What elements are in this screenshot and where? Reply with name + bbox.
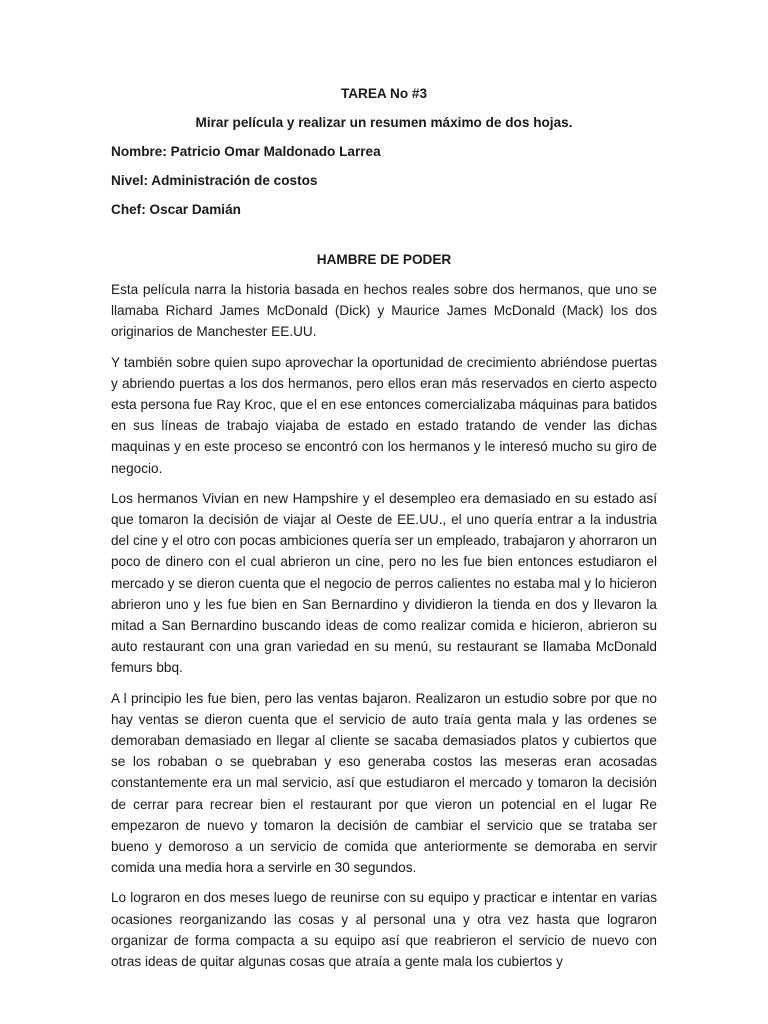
course-level: Nivel: Administración de costos bbox=[111, 173, 318, 188]
section-spacer bbox=[111, 229, 657, 250]
paragraph-3: Los hermanos Vivian en new Hampshire y el desempleo era demasiado en su estado así que tomaron la decisión de viajar al Oeste de EE.UU., el uno quería entrar a la industria del cine y el otro con pocas ambiciones quería ser un empleado, trabajaron y ahorraron un poco de dinero con el cual abrieron un cine, pero no les fue bien entonces estudiaron el mercado y se dieron cuenta que el negocio de perros calientes no estaba mal y lo hicieron abrieron uno y les fue bien en San Bernardino y dividieron la tienda en dos y llevaron la mitad a San Bernardino buscando ideas de como realizar comida e hicieron, abrieron su auto restaurant con una gran variedad en su menú, su restaurant se llamaba McDonald femurs bbq. bbox=[111, 490, 657, 676]
task-subtitle: Mirar película y realizar un resumen máximo de dos hojas. bbox=[195, 115, 573, 130]
paragraph-4: A l principio les fue bien, pero las ventas bajaron. Realizaron un estudio sobre por que no hay ventas se dieron cuenta que el servicio de auto traía genta mala y las ordenes se demoraban demasiado en llegar al cliente se sacaba demasiados platos y cubiertos que se los robaban o se quebraban y eso generaba costos las meseras eran acosadas constantemente era un mal servicio, así que estudiaron el mercado y tomaron la decisión de cerrar para recrear bien el restaurant por que vieron un potencial en el lugar Re empezaron de nuevo y tomaron la decisión de cambiar el servicio que se trataba ser bueno y demoroso a un servicio de comida que anteriormente se demoraba en servir comida una media hora a servirle en 30 segundos. bbox=[111, 690, 657, 876]
paragraph-1: Esta película narra la historia basada en hechos reales sobre dos hermanos, que uno se llamaba Richard James McDonald (Dick) y Maurice James McDonald (Mack) los dos originarios de Manchester EE.UU. bbox=[111, 282, 657, 340]
document-body bbox=[111, 84, 657, 981]
paragraph-5: Lo lograron en dos meses luego de reunirse con su equipo y practicar e intentar en varias ocasiones reorganizando las cosas y al personal una y otra vez hasta que lograron organizar de forma compacta a su equipo así que reabrieron el servicio de nuevo con otras ideas de quitar algunas cosas que atraía a gente mala los cubiertos y bbox=[111, 890, 657, 970]
paragraph-2: Y también sobre quien supo aprovechar la oportunidad de crecimiento abriéndose puertas y abriendo puertas a los dos hermanos, pero ellos eran más reservados en cierto aspecto esta persona fue Ray Kroc, que el en ese entonces comercializaba máquinas para batidos en sus líneas de trabajo viajaba de estado en estado tratando de vender las dichas maquinas y en este proceso se encontró con los hermanos y le interesó mucho su giro de negocio. bbox=[111, 354, 657, 476]
chef-name: Chef: Oscar Damián bbox=[111, 202, 241, 217]
student-name: Nombre: Patricio Omar Maldonado Larrea bbox=[111, 144, 381, 159]
section-title: HAMBRE DE PODER bbox=[316, 252, 452, 267]
task-title: TAREA No #3 bbox=[340, 86, 428, 101]
